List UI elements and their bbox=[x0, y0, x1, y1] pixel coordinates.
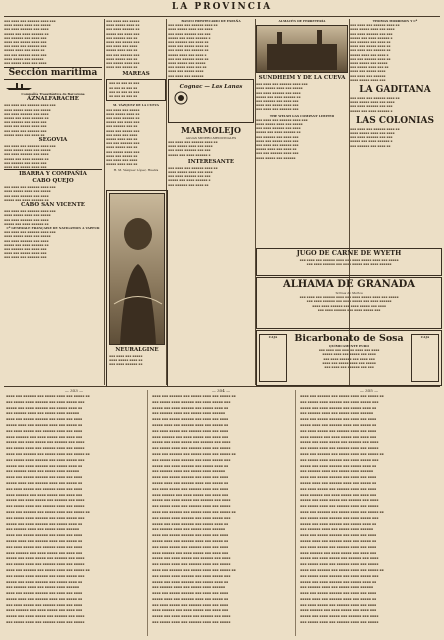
alhama-title: ALHAMA DE GRANADA bbox=[282, 279, 416, 290]
ship-name: CABO QUEJO bbox=[32, 178, 74, 185]
gaditana-title: LA GADITANA bbox=[359, 85, 431, 96]
text-block: ▪▪▪ ▪▪▪▪ ▪▪▪ ▪▪▪▪▪▪ ▪▪▪▪ ▪▪▪ ▪▪▪▪ ▪▪▪▪▪ ▪▪▪▪ ▪▪▪ ▪▪▪▪▪ ▪▪▪ ▪▪▪▪ ▪▪▪▪▪▪ ▪▪▪ ▪▪▪▪ ▪▪▪▪▪ ▪▪▪ ▪▪▪▪ ▪▪▪▪▪▪ ▪▪ ▪▪▪ ▪▪▪▪▪▪ ▪▪▪ ▪▪▪▪ ▪▪▪ ▪▪▪▪ ▪▪▪ ▪▪▪▪▪ ▪▪▪▪ ▪▪▪ ▪▪▪ ▪▪▪▪ ▪▪▪ ▪▪▪▪▪▪ ▪▪▪ ▪▪▪▪▪ ▪▪▪▪ ▪▪▪ ▪▪▪▪ ▪▪ ▪▪▪ ▪▪▪ ▪▪▪▪▪▪ ▪▪▪▪ ▪▪▪ ▪▪▪▪ ▪▪▪▪▪ ▪▪▪ ▪▪▪▪▪▪ ▪▪▪ ▪▪▪▪▪ ▪▪▪▪ ▪▪▪ ▪▪▪▪ bbox=[4, 19, 56, 66]
box-label: CAJA bbox=[420, 335, 430, 339]
footer-credit: H. M. Vázquez López, Huelva bbox=[113, 168, 159, 173]
box-illustration-right bbox=[411, 334, 439, 382]
column-banco bbox=[168, 19, 254, 385]
text-block: ▪▪▪ ▪▪▪▪ ▪▪▪ ▪▪▪▪▪▪ ▪▪▪▪ ▪▪▪ ▪▪▪▪ ▪▪▪▪▪ ▪▪▪▪ ▪▪▪ ▪▪▪▪▪ ▪▪▪ ▪▪▪▪ ▪▪▪▪▪▪ ▪▪▪ ▪▪▪▪ ▪▪▪▪▪ ▪▪▪ ▪▪▪▪ ▪▪▪▪▪▪ ▪▪ ▪▪▪ ▪▪▪▪▪▪ ▪▪▪ ▪▪▪▪ ▪▪▪ ▪▪▪▪ ▪▪▪ ▪▪▪▪▪ ▪▪▪▪ ▪▪▪ ▪▪▪ ▪▪▪▪ ▪▪▪ ▪▪▪▪▪▪ ▪▪▪ bbox=[4, 230, 56, 260]
page-number: — 354 — bbox=[211, 388, 231, 393]
text-block: ▪▪▪ ▪▪▪▪ ▪▪▪ ▪▪▪▪▪▪ ▪▪▪▪ ▪▪ ▪▪▪▪ ▪▪▪▪▪ ▪▪▪▪ ▪▪▪ ▪▪▪▪ ▪▪▪ ▪▪▪▪ ▪▪▪▪▪▪ ▪▪▪ ▪▪▪ ▪▪▪▪▪ ▪▪▪ ▪▪▪▪ ▪▪▪▪▪▪ ▪ ▪▪▪ ▪▪▪▪▪▪ ▪▪▪ ▪▪▪▪ ▪▪ ▪▪▪▪ ▪▪▪ ▪▪▪▪▪ ▪▪▪▪ ▪▪ ▪▪▪ ▪▪▪▪ ▪▪▪ ▪▪▪▪▪▪ ▪▪ ▪▪▪▪▪ ▪▪▪▪ ▪▪▪ ▪▪▪▪ ▪ ▪▪▪ ▪▪▪ ▪▪▪▪▪▪ ▪▪▪▪ ▪▪ ▪▪▪▪ ▪▪▪▪▪ ▪▪▪ ▪▪▪▪▪ ▪▪▪ ▪▪▪▪▪ ▪▪▪▪ ▪▪▪ ▪▪ ▪▪▪▪ ▪▪▪ ▪▪▪▪▪ ▪▪▪▪ ▪▪▪ ▪▪▪▪ ▪▪▪ ▪▪▪▪▪▪ bbox=[168, 23, 218, 78]
text-block: ▪▪▪ ▪▪▪▪ ▪▪▪ ▪▪▪▪▪▪ ▪▪▪▪ ▪▪ ▪▪▪▪ ▪▪▪▪▪ ▪▪▪▪ ▪▪▪ ▪▪▪▪ ▪▪▪ ▪▪▪▪ ▪▪▪▪▪▪ ▪▪▪ ▪▪▪ ▪▪▪▪▪ ▪▪▪ ▪▪▪▪ ▪▪▪▪▪▪ ▪ ▪▪▪ ▪▪▪▪▪▪ ▪▪▪ ▪▪▪▪ ▪▪ bbox=[350, 126, 400, 148]
alhama-ad bbox=[256, 277, 442, 329]
serial-text: ▪▪▪▪ ▪▪▪ ▪▪▪▪▪▪ ▪▪▪ ▪▪▪▪▪ ▪▪▪▪ ▪▪▪ ▪▪▪▪▪ ▪▪ ▪▪▪ ▪▪▪▪▪ ▪▪▪▪ ▪▪▪▪▪▪ ▪▪▪ ▪▪▪▪ ▪▪▪▪▪ ▪▪▪ ▪▪▪▪▪ ▪▪▪ ▪▪▪▪ ▪▪▪▪▪▪ ▪▪▪ ▪▪▪▪▪ ▪▪▪▪ ▪▪ ▪▪▪ ▪▪▪▪▪▪ ▪▪▪▪ ▪▪▪ ▪▪▪▪▪ ▪▪▪▪ ▪▪▪▪▪▪ ▪▪▪▪ ▪▪▪ ▪▪▪▪▪ ▪▪▪▪▪▪ ▪▪▪ ▪▪▪▪ ▪▪▪ ▪▪▪▪ ▪▪▪▪▪ ▪▪▪▪ ▪▪▪ ▪▪▪▪▪▪ ▪▪▪▪ ▪▪▪ ▪▪▪▪▪ ▪▪ ▪▪▪ ▪▪▪▪ ▪▪▪▪▪ ▪▪▪ ▪▪▪▪▪▪ ▪▪▪▪ ▪▪▪ ▪▪▪▪ ▪▪▪▪ ▪▪▪▪▪▪ ▪▪▪ ▪▪▪▪ ▪▪▪▪▪ ▪▪▪ ▪▪▪▪ ▪▪▪ ▪▪▪▪▪ ▪▪▪ ▪▪▪▪ ▪▪▪▪▪ ▪▪▪ ▪▪▪▪▪▪ ▪▪▪ ▪▪▪▪ ▪▪▪ ▪▪▪▪▪ ▪▪▪▪ ▪▪▪ ▪▪▪▪▪▪ ▪▪▪▪ ▪▪▪ ▪▪▪▪▪ ▪▪▪▪ ▪▪▪ ▪▪▪▪▪▪ ▪▪▪ ▪▪▪▪▪ ▪▪▪▪ ▪▪▪ ▪▪▪▪▪ ▪▪ ▪▪▪ ▪▪▪▪▪ ▪▪▪▪ ▪▪▪▪▪▪ ▪▪▪ ▪▪▪▪ ▪▪▪▪▪ ▪▪▪ ▪▪▪▪▪ ▪▪▪ ▪▪▪▪ ▪▪▪▪▪▪ ▪▪▪ ▪▪▪▪▪ ▪▪▪▪ ▪▪ ▪▪▪ ▪▪▪▪▪▪ ▪▪▪▪ ▪▪▪ ▪▪▪▪▪ ▪▪▪▪ ▪▪▪▪▪▪ ▪▪▪▪ ▪▪▪ ▪▪▪▪▪ ▪▪▪▪▪▪ ▪▪▪ ▪▪▪▪ ▪▪▪ ▪▪▪▪ ▪▪▪▪▪ ▪▪▪▪ ▪▪▪ ▪▪▪▪▪▪ ▪▪▪▪ ▪▪▪ ▪▪▪▪▪ ▪▪ ▪▪▪ ▪▪▪▪ ▪▪▪▪▪ ▪▪▪ ▪▪▪▪▪▪ ▪▪▪▪ ▪▪▪ ▪▪▪▪ ▪▪▪▪ ▪▪▪▪▪▪ ▪▪▪ ▪▪▪▪ ▪▪▪▪▪ ▪▪▪ ▪▪▪▪ ▪▪▪ ▪▪▪▪▪ ▪▪▪ ▪▪▪▪ ▪▪▪▪▪ ▪▪▪ ▪▪▪▪▪▪ ▪▪▪ ▪▪▪▪ ▪▪▪ ▪▪▪▪▪ ▪▪▪▪ ▪▪▪ ▪▪▪▪▪▪ ▪▪▪▪ ▪▪▪ ▪▪▪▪▪ ▪▪▪▪ ▪▪▪ ▪▪▪▪▪▪ ▪▪▪ ▪▪▪▪▪ ▪▪▪▪ ▪▪▪ ▪▪▪▪▪ ▪▪ ▪▪▪ ▪▪▪▪▪ ▪▪▪▪ ▪▪▪▪▪▪ ▪▪▪ ▪▪▪▪ ▪▪▪▪▪ ▪▪▪ ▪▪▪▪▪ ▪▪▪ ▪▪▪▪ ▪▪▪▪▪▪ ▪▪▪ ▪▪▪▪▪ ▪▪▪▪ ▪▪ ▪▪▪ ▪▪▪▪▪▪ ▪▪▪▪ ▪▪▪ ▪▪▪▪▪ ▪▪▪▪ ▪▪▪▪▪▪ ▪▪▪▪ ▪▪▪ ▪▪▪▪▪ ▪▪▪▪▪▪ ▪▪▪ ▪▪▪▪ ▪▪▪ ▪▪▪▪ ▪▪▪▪▪ ▪▪▪▪ ▪▪▪ ▪▪▪▪▪▪ ▪▪▪▪ ▪▪▪ ▪▪▪▪▪ ▪▪ ▪▪▪ ▪▪▪▪ ▪▪▪▪▪ ▪▪▪ ▪▪▪▪▪▪ ▪▪▪▪ ▪▪▪ ▪▪▪▪ ▪▪▪▪ ▪▪▪▪▪▪ ▪▪▪ ▪▪▪▪ ▪▪▪▪▪ ▪▪▪ ▪▪▪▪ ▪▪▪ ▪▪▪▪▪ ▪▪▪ ▪▪▪▪ ▪▪▪▪▪ ▪▪▪ ▪▪▪▪▪▪ ▪▪▪ ▪▪▪▪ ▪▪▪ ▪▪▪▪▪ ▪▪▪▪ ▪▪▪ ▪▪▪▪▪▪ ▪▪▪▪ ▪▪▪ ▪▪▪▪▪ ▪▪▪▪ ▪▪▪ ▪▪▪▪▪▪ ▪▪▪ ▪▪▪▪▪ ▪▪▪▪ ▪▪▪ ▪▪▪▪▪ ▪▪ ▪▪▪ ▪▪▪▪▪ ▪▪▪▪ ▪▪▪▪▪▪ ▪▪▪ ▪▪▪▪ ▪▪▪▪▪ ▪▪▪ ▪▪▪▪▪ ▪▪▪ ▪▪▪▪ ▪▪▪▪▪▪ ▪▪▪ ▪▪▪▪▪ ▪▪▪▪ ▪▪ ▪▪▪ ▪▪▪▪▪▪ ▪▪▪▪ ▪▪▪ ▪▪▪▪▪ ▪▪▪▪ ▪▪▪▪▪▪ ▪▪▪▪ ▪▪▪ ▪▪▪▪▪ ▪▪▪▪▪▪ ▪▪▪ ▪▪▪▪ ▪▪▪ ▪▪▪▪ ▪▪▪▪▪ ▪▪▪▪ ▪▪▪ ▪▪▪▪▪▪ ▪▪▪▪ ▪▪▪ ▪▪▪▪▪ ▪▪ ▪▪▪ ▪▪▪▪ ▪▪▪▪▪ ▪▪▪ ▪▪▪▪▪▪ ▪▪▪▪ ▪▪▪ ▪▪▪▪ ▪▪▪▪ ▪▪▪▪▪▪ ▪▪▪ ▪▪▪▪ ▪▪▪▪▪ ▪▪▪ ▪▪▪▪ ▪▪▪ ▪▪▪▪▪ ▪▪▪ ▪▪▪▪ ▪▪▪▪▪ ▪▪▪ ▪▪▪▪▪▪ ▪▪▪ ▪▪▪▪ ▪▪▪ ▪▪▪▪▪ ▪▪▪▪ ▪▪▪ ▪▪▪▪▪▪ ▪▪▪▪ ▪▪▪ ▪▪▪▪▪ bbox=[152, 394, 236, 625]
wyeth-title: JUGO DE CARNE DE WYETH bbox=[296, 249, 402, 257]
text-block: ▪▪▪ ▪▪▪▪ ▪▪▪ ▪▪▪▪▪▪ ▪▪▪▪ ▪▪▪ ▪▪▪▪ ▪▪▪▪▪ ▪▪▪▪ ▪▪▪ ▪▪▪▪▪ ▪▪▪ ▪▪▪▪ ▪▪▪▪▪▪ ▪▪▪ ▪▪▪▪ ▪▪▪▪▪ ▪▪▪ ▪▪▪▪ ▪▪▪▪▪▪ ▪▪ ▪▪▪ ▪▪▪▪▪▪ ▪▪▪ ▪▪▪▪ ▪▪▪ ▪▪▪▪ ▪▪▪ ▪▪▪▪▪ ▪▪▪▪ ▪▪▪ ▪▪▪ ▪▪▪▪ ▪▪▪ ▪▪▪▪▪▪ ▪▪▪ bbox=[256, 82, 308, 112]
text-block: ▪▪▪ ▪▪▪▪ ▪▪▪ ▪▪▪▪▪▪ ▪▪▪▪ ▪▪▪ ▪▪▪▪ ▪▪▪▪▪ ▪▪▪▪ ▪▪▪ ▪▪▪▪▪ ▪▪▪ ▪▪▪▪ ▪▪▪▪▪▪ ▪▪▪ ▪▪▪▪ ▪▪▪▪▪ ▪▪▪ ▪▪▪▪ ▪▪▪▪▪▪ ▪▪ bbox=[4, 185, 56, 202]
text-block: ▪▪▪ ▪▪▪▪ ▪▪▪ ▪▪▪▪▪▪ ▪▪▪▪ ▪▪ ▪▪▪▪ ▪▪▪▪▪ ▪▪▪▪ ▪▪▪ ▪▪▪▪ ▪▪▪ ▪▪▪▪ ▪▪▪▪▪▪ ▪▪▪ ▪▪▪ ▪▪▪▪▪ ▪▪▪ ▪▪▪▪ ▪▪▪▪▪▪ ▪ bbox=[350, 96, 400, 113]
gas-company-title: THE WELSH GAS COMPANY LIMITED bbox=[269, 113, 335, 118]
serial-text: ▪▪▪▪ ▪▪▪ ▪▪▪▪▪▪ ▪▪▪ ▪▪▪▪▪ ▪▪▪▪ ▪▪▪ ▪▪▪▪▪ ▪▪ ▪▪▪ ▪▪▪▪▪ ▪▪▪▪ ▪▪▪▪▪▪ ▪▪▪ ▪▪▪▪ ▪▪▪▪▪ ▪▪▪ ▪▪▪▪▪ ▪▪▪ ▪▪▪▪ ▪▪▪▪▪▪ ▪▪▪ ▪▪▪▪▪ ▪▪▪▪ ▪▪ ▪▪▪ ▪▪▪▪▪▪ ▪▪▪▪ ▪▪▪ ▪▪▪▪▪ ▪▪▪▪ ▪▪▪▪▪▪ ▪▪▪▪ ▪▪▪ ▪▪▪▪▪ ▪▪▪▪▪▪ ▪▪▪ ▪▪▪▪ ▪▪▪ ▪▪▪▪ ▪▪▪▪▪ ▪▪▪▪ ▪▪▪ ▪▪▪▪▪▪ ▪▪▪▪ ▪▪▪ ▪▪▪▪▪ ▪▪ ▪▪▪ ▪▪▪▪ ▪▪▪▪▪ ▪▪▪ ▪▪▪▪▪▪ ▪▪▪▪ ▪▪▪ ▪▪▪▪ ▪▪▪▪ ▪▪▪▪▪▪ ▪▪▪ ▪▪▪▪ ▪▪▪▪▪ ▪▪▪ ▪▪▪▪ ▪▪▪ ▪▪▪▪▪ ▪▪▪ ▪▪▪▪ ▪▪▪▪▪ ▪▪▪ ▪▪▪▪▪▪ ▪▪▪ ▪▪▪▪ ▪▪▪ ▪▪▪▪▪ ▪▪▪▪ ▪▪▪ ▪▪▪▪▪▪ ▪▪▪▪ ▪▪▪ ▪▪▪▪▪ ▪▪▪▪ ▪▪▪ ▪▪▪▪▪▪ ▪▪▪ ▪▪▪▪▪ ▪▪▪▪ ▪▪▪ ▪▪▪▪▪ ▪▪ ▪▪▪ ▪▪▪▪▪ ▪▪▪▪ ▪▪▪▪▪▪ ▪▪▪ ▪▪▪▪ ▪▪▪▪▪ ▪▪▪ ▪▪▪▪▪ ▪▪▪ ▪▪▪▪ ▪▪▪▪▪▪ ▪▪▪ ▪▪▪▪▪ ▪▪▪▪ ▪▪ ▪▪▪ ▪▪▪▪▪▪ ▪▪▪▪ ▪▪▪ ▪▪▪▪▪ ▪▪▪▪ ▪▪▪▪▪▪ ▪▪▪▪ ▪▪▪ ▪▪▪▪▪ ▪▪▪▪▪▪ ▪▪▪ ▪▪▪▪ ▪▪▪ ▪▪▪▪ ▪▪▪▪▪ ▪▪▪▪ ▪▪▪ ▪▪▪▪▪▪ ▪▪▪▪ ▪▪▪ ▪▪▪▪▪ ▪▪ ▪▪▪ ▪▪▪▪ ▪▪▪▪▪ ▪▪▪ ▪▪▪▪▪▪ ▪▪▪▪ ▪▪▪ ▪▪▪▪ ▪▪▪▪ ▪▪▪▪▪▪ ▪▪▪ ▪▪▪▪ ▪▪▪▪▪ ▪▪▪ ▪▪▪▪ ▪▪▪ ▪▪▪▪▪ ▪▪▪ ▪▪▪▪ ▪▪▪▪▪ ▪▪▪ ▪▪▪▪▪▪ ▪▪▪ ▪▪▪▪ ▪▪▪ ▪▪▪▪▪ ▪▪▪▪ ▪▪▪ ▪▪▪▪▪▪ ▪▪▪▪ ▪▪▪ ▪▪▪▪▪ ▪▪▪▪ ▪▪▪ ▪▪▪▪▪▪ ▪▪▪ ▪▪▪▪▪ ▪▪▪▪ ▪▪▪ ▪▪▪▪▪ ▪▪ ▪▪▪ ▪▪▪▪▪ ▪▪▪▪ ▪▪▪▪▪▪ ▪▪▪ ▪▪▪▪ ▪▪▪▪▪ ▪▪▪ ▪▪▪▪▪ ▪▪▪ ▪▪▪▪ ▪▪▪▪▪▪ ▪▪▪ ▪▪▪▪▪ ▪▪▪▪ ▪▪ ▪▪▪ ▪▪▪▪▪▪ ▪▪▪▪ ▪▪▪ ▪▪▪▪▪ ▪▪▪▪ ▪▪▪▪▪▪ ▪▪▪▪ ▪▪▪ ▪▪▪▪▪ ▪▪▪▪▪▪ ▪▪▪ ▪▪▪▪ ▪▪▪ ▪▪▪▪ ▪▪▪▪▪ ▪▪▪▪ ▪▪▪ ▪▪▪▪▪▪ ▪▪▪▪ ▪▪▪ ▪▪▪▪▪ ▪▪ ▪▪▪ ▪▪▪▪ ▪▪▪▪▪ ▪▪▪ ▪▪▪▪▪▪ ▪▪▪▪ ▪▪▪ ▪▪▪▪ ▪▪▪▪ ▪▪▪▪▪▪ ▪▪▪ ▪▪▪▪ ▪▪▪▪▪ ▪▪▪ ▪▪▪▪ ▪▪▪ ▪▪▪▪▪ ▪▪▪ ▪▪▪▪ ▪▪▪▪▪ ▪▪▪ ▪▪▪▪▪▪ ▪▪▪ ▪▪▪▪ ▪▪▪ ▪▪▪▪▪ ▪▪▪▪ ▪▪▪ ▪▪▪▪▪▪ ▪▪▪▪ ▪▪▪ ▪▪▪▪▪ ▪▪▪▪ ▪▪▪ ▪▪▪▪▪▪ ▪▪▪ ▪▪▪▪▪ ▪▪▪▪ ▪▪▪ ▪▪▪▪▪ ▪▪ ▪▪▪ ▪▪▪▪▪ ▪▪▪▪ ▪▪▪▪▪▪ ▪▪▪ ▪▪▪▪ ▪▪▪▪▪ ▪▪▪ ▪▪▪▪▪ ▪▪▪ ▪▪▪▪ ▪▪▪▪▪▪ ▪▪▪ ▪▪▪▪▪ ▪▪▪▪ ▪▪ ▪▪▪ ▪▪▪▪▪▪ ▪▪▪▪ ▪▪▪ ▪▪▪▪▪ ▪▪▪▪ ▪▪▪▪▪▪ ▪▪▪▪ ▪▪▪ ▪▪▪▪▪ ▪▪▪▪▪▪ ▪▪▪ ▪▪▪▪ ▪▪▪ ▪▪▪▪ ▪▪▪▪▪ ▪▪▪▪ ▪▪▪ ▪▪▪▪▪▪ ▪▪▪▪ ▪▪▪ ▪▪▪▪▪ ▪▪ ▪▪▪ ▪▪▪▪ ▪▪▪▪▪ ▪▪▪ ▪▪▪▪▪▪ ▪▪▪▪ ▪▪▪ ▪▪▪▪ ▪▪▪▪ ▪▪▪▪▪▪ ▪▪▪ ▪▪▪▪ ▪▪▪▪▪ ▪▪▪ ▪▪▪▪ ▪▪▪ ▪▪▪▪▪ ▪▪▪ ▪▪▪▪ ▪▪▪▪▪ ▪▪▪ ▪▪▪▪▪▪ ▪▪▪ ▪▪▪▪ ▪▪▪ ▪▪▪▪▪ ▪▪▪▪ ▪▪▪ ▪▪▪▪▪▪ ▪▪▪▪ ▪▪▪ ▪▪▪▪▪ bbox=[300, 394, 384, 625]
emblem-icon bbox=[171, 91, 251, 105]
text-block: ▪▪▪ ▪▪▪▪ ▪▪▪ ▪▪▪▪▪▪ ▪▪▪▪ ▪▪▪ ▪▪▪▪ ▪▪▪▪▪ ▪▪▪▪ ▪▪▪ ▪▪▪▪▪ ▪▪▪ ▪▪▪▪ ▪▪▪▪▪▪ ▪▪▪ ▪▪▪▪ ▪▪▪▪▪ ▪▪▪ ▪▪▪▪ ▪▪▪▪▪▪ bbox=[299, 258, 399, 267]
page-gutter bbox=[295, 390, 296, 636]
column-maritime bbox=[4, 19, 102, 385]
bicarbonato-ad bbox=[256, 330, 442, 386]
neuralgine-ad bbox=[106, 190, 168, 387]
text-block: ▪▪▪ ▪▪▪▪ ▪▪▪ ▪▪▪▪▪▪ ▪▪▪▪ ▪▪ ▪▪▪▪ ▪▪▪▪▪ ▪▪▪▪ ▪▪▪ ▪▪▪▪ ▪▪▪ ▪▪▪▪ ▪▪▪▪▪▪ ▪▪▪ ▪▪▪ ▪▪▪▪▪ ▪▪▪ ▪▪▪▪ ▪▪▪▪▪▪ ▪ ▪▪▪ ▪▪▪▪▪▪ ▪▪▪ ▪▪▪▪ ▪▪ bbox=[168, 165, 218, 187]
text-block: ▪▪▪ ▪▪▪▪ ▪▪▪ ▪▪▪▪▪▪ ▪▪▪▪ ▪▪▪ ▪▪▪▪ ▪▪▪▪▪ ▪▪▪▪ ▪▪▪ ▪▪▪▪▪ ▪▪▪ ▪▪▪▪ ▪▪▪▪▪▪ ▪▪▪ ▪▪▪▪ ▪▪▪▪▪ ▪▪▪ ▪▪▪▪ ▪▪▪▪▪▪ ▪▪ ▪▪▪ ▪▪▪▪▪▪ ▪▪▪ ▪▪▪▪ ▪▪▪ ▪▪▪▪ ▪▪▪ ▪▪▪▪▪ ▪▪▪▪ ▪▪▪ bbox=[4, 144, 56, 170]
wyeth-ad bbox=[256, 248, 442, 276]
company-name: M. VÁZQUEZ DE LA CUEVA bbox=[113, 103, 159, 108]
serial-text: ▪▪▪▪ ▪▪▪ ▪▪▪▪▪▪ ▪▪▪ ▪▪▪▪▪ ▪▪▪▪ ▪▪▪ ▪▪▪▪▪ ▪▪ ▪▪▪ ▪▪▪▪▪ ▪▪▪▪ ▪▪▪▪▪▪ ▪▪▪ ▪▪▪▪ ▪▪▪▪▪ ▪▪▪ ▪▪▪▪▪ ▪▪▪ ▪▪▪▪ ▪▪▪▪▪▪ ▪▪▪ ▪▪▪▪▪ ▪▪▪▪ ▪▪ ▪▪▪ ▪▪▪▪▪▪ ▪▪▪▪ ▪▪▪ ▪▪▪▪▪ ▪▪▪▪ ▪▪▪▪▪▪ ▪▪▪▪ ▪▪▪ ▪▪▪▪▪ ▪▪▪▪▪▪ ▪▪▪ ▪▪▪▪ ▪▪▪ ▪▪▪▪ ▪▪▪▪▪ ▪▪▪▪ ▪▪▪ ▪▪▪▪▪▪ ▪▪▪▪ ▪▪▪ ▪▪▪▪▪ ▪▪ ▪▪▪ ▪▪▪▪ ▪▪▪▪▪ ▪▪▪ ▪▪▪▪▪▪ ▪▪▪▪ ▪▪▪ ▪▪▪▪ ▪▪▪▪ ▪▪▪▪▪▪ ▪▪▪ ▪▪▪▪ ▪▪▪▪▪ ▪▪▪ ▪▪▪▪ ▪▪▪ ▪▪▪▪▪ ▪▪▪ ▪▪▪▪ ▪▪▪▪▪ ▪▪▪ ▪▪▪▪▪▪ ▪▪▪ ▪▪▪▪ ▪▪▪ ▪▪▪▪▪ ▪▪▪▪ ▪▪▪ ▪▪▪▪▪▪ ▪▪▪▪ ▪▪▪ ▪▪▪▪▪ ▪▪▪▪ ▪▪▪ ▪▪▪▪▪▪ ▪▪▪ ▪▪▪▪▪ ▪▪▪▪ ▪▪▪ ▪▪▪▪▪ ▪▪ ▪▪▪ ▪▪▪▪▪ ▪▪▪▪ ▪▪▪▪▪▪ ▪▪▪ ▪▪▪▪ ▪▪▪▪▪ ▪▪▪ ▪▪▪▪▪ ▪▪▪ ▪▪▪▪ ▪▪▪▪▪▪ ▪▪▪ ▪▪▪▪▪ ▪▪▪▪ ▪▪ ▪▪▪ ▪▪▪▪▪▪ ▪▪▪▪ ▪▪▪ ▪▪▪▪▪ ▪▪▪▪ ▪▪▪▪▪▪ ▪▪▪▪ ▪▪▪ ▪▪▪▪▪ ▪▪▪▪▪▪ ▪▪▪ ▪▪▪▪ ▪▪▪ ▪▪▪▪ ▪▪▪▪▪ ▪▪▪▪ ▪▪▪ ▪▪▪▪▪▪ ▪▪▪▪ ▪▪▪ ▪▪▪▪▪ ▪▪ ▪▪▪ ▪▪▪▪ ▪▪▪▪▪ ▪▪▪ ▪▪▪▪▪▪ ▪▪▪▪ ▪▪▪ ▪▪▪▪ ▪▪▪▪ ▪▪▪▪▪▪ ▪▪▪ ▪▪▪▪ ▪▪▪▪▪ ▪▪▪ ▪▪▪▪ ▪▪▪ ▪▪▪▪▪ ▪▪▪ ▪▪▪▪ ▪▪▪▪▪ ▪▪▪ ▪▪▪▪▪▪ ▪▪▪ ▪▪▪▪ ▪▪▪ ▪▪▪▪▪ ▪▪▪▪ ▪▪▪ ▪▪▪▪▪▪ ▪▪▪▪ ▪▪▪ ▪▪▪▪▪ ▪▪▪▪ ▪▪▪ ▪▪▪▪▪▪ ▪▪▪ ▪▪▪▪▪ ▪▪▪▪ ▪▪▪ ▪▪▪▪▪ ▪▪ ▪▪▪ ▪▪▪▪▪ ▪▪▪▪ ▪▪▪▪▪▪ ▪▪▪ ▪▪▪▪ ▪▪▪▪▪ ▪▪▪ ▪▪▪▪▪ ▪▪▪ ▪▪▪▪ ▪▪▪▪▪▪ ▪▪▪ ▪▪▪▪▪ ▪▪▪▪ ▪▪ ▪▪▪ ▪▪▪▪▪▪ ▪▪▪▪ ▪▪▪ ▪▪▪▪▪ ▪▪▪▪ ▪▪▪▪▪▪ ▪▪▪▪ ▪▪▪ ▪▪▪▪▪ ▪▪▪▪▪▪ ▪▪▪ ▪▪▪▪ ▪▪▪ ▪▪▪▪ ▪▪▪▪▪ ▪▪▪▪ ▪▪▪ ▪▪▪▪▪▪ ▪▪▪▪ ▪▪▪ ▪▪▪▪▪ ▪▪ ▪▪▪ ▪▪▪▪ ▪▪▪▪▪ ▪▪▪ ▪▪▪▪▪▪ ▪▪▪▪ ▪▪▪ ▪▪▪▪ ▪▪▪▪ ▪▪▪▪▪▪ ▪▪▪ ▪▪▪▪ ▪▪▪▪▪ ▪▪▪ ▪▪▪▪ ▪▪▪ ▪▪▪▪▪ ▪▪▪ ▪▪▪▪ ▪▪▪▪▪ ▪▪▪ ▪▪▪▪▪▪ ▪▪▪ ▪▪▪▪ ▪▪▪ ▪▪▪▪▪ ▪▪▪▪ ▪▪▪ ▪▪▪▪▪▪ ▪▪▪▪ ▪▪▪ ▪▪▪▪▪ ▪▪▪▪ ▪▪▪ ▪▪▪▪▪▪ ▪▪▪ ▪▪▪▪▪ ▪▪▪▪ ▪▪▪ ▪▪▪▪▪ ▪▪ ▪▪▪ ▪▪▪▪▪ ▪▪▪▪ ▪▪▪▪▪▪ ▪▪▪ ▪▪▪▪ ▪▪▪▪▪ ▪▪▪ ▪▪▪▪▪ ▪▪▪ ▪▪▪▪ ▪▪▪▪▪▪ ▪▪▪ ▪▪▪▪▪ ▪▪▪▪ ▪▪ ▪▪▪ ▪▪▪▪▪▪ ▪▪▪▪ ▪▪▪ ▪▪▪▪▪ ▪▪▪▪ ▪▪▪▪▪▪ ▪▪▪▪ ▪▪▪ ▪▪▪▪▪ ▪▪▪▪▪▪ ▪▪▪ ▪▪▪▪ ▪▪▪ ▪▪▪▪ ▪▪▪▪▪ ▪▪▪▪ ▪▪▪ ▪▪▪▪▪▪ ▪▪▪▪ ▪▪▪ ▪▪▪▪▪ ▪▪ ▪▪▪ ▪▪▪▪ ▪▪▪▪▪ ▪▪▪ ▪▪▪▪▪▪ ▪▪▪▪ ▪▪▪ ▪▪▪▪ ▪▪▪▪ ▪▪▪▪▪▪ ▪▪▪ ▪▪▪▪ ▪▪▪▪▪ ▪▪▪ ▪▪▪▪ ▪▪▪ ▪▪▪▪▪ ▪▪▪ ▪▪▪▪ ▪▪▪▪▪ ▪▪▪ ▪▪▪▪▪▪ ▪▪▪ ▪▪▪▪ ▪▪▪ ▪▪▪▪▪ ▪▪▪▪ ▪▪▪ ▪▪▪▪▪▪ ▪▪▪▪ ▪▪▪ ▪▪▪▪▪ bbox=[6, 394, 90, 625]
text-block: ▪▪▪ ▪▪▪▪ ▪▪▪ ▪▪▪▪▪▪ ▪▪▪▪ ▪▪▪ ▪▪▪▪ ▪▪▪▪▪ ▪▪▪▪ ▪▪▪ ▪▪▪▪▪ ▪▪▪ ▪▪▪▪ ▪▪▪▪▪▪ ▪▪▪ ▪▪▪▪ ▪▪▪▪▪ ▪▪▪ ▪▪▪▪ ▪▪▪▪▪▪ ▪▪▪▪ ▪▪▪▪ ▪▪▪▪▪▪ ▪▪▪ ▪▪▪▪ ▪▪▪▪▪ ▪▪▪ ▪▪▪▪ ▪▪▪ ▪▪▪▪ ▪▪▪▪▪▪ ▪▪▪ ▪▪▪▪ ▪▪▪▪▪ ▪▪▪ bbox=[299, 295, 399, 312]
text-block: ▪▪▪ ▪▪▪▪ ▪▪▪ ▪▪▪▪▪▪ ▪▪▪▪ ▪▪ ▪▪▪▪ ▪▪▪▪▪ ▪▪▪▪ ▪▪▪ ▪▪▪▪ ▪▪▪ ▪▪▪▪ ▪▪▪▪▪▪ ▪▪▪ ▪▪▪ ▪▪▪▪▪ ▪▪▪ ▪▪▪▪ ▪▪▪▪▪▪ ▪ ▪▪▪ ▪▪▪▪▪▪ ▪▪▪ ▪▪▪▪ ▪▪ ▪▪▪▪ ▪▪▪ ▪▪▪▪▪ ▪▪▪▪ ▪▪ ▪▪▪ ▪▪▪▪ ▪▪▪ ▪▪▪▪▪▪ ▪▪ ▪▪▪▪▪ ▪▪▪▪ ▪▪▪ ▪▪▪▪ ▪ ▪▪▪ ▪▪▪ ▪▪▪▪▪▪ ▪▪▪▪ ▪▪ ▪▪▪▪ ▪▪▪▪▪ ▪▪▪ ▪▪▪▪▪ ▪▪▪ ▪▪▪▪▪ ▪▪▪▪ ▪▪▪ ▪▪ ▪▪▪▪ ▪▪▪ ▪▪▪▪▪ ▪▪▪▪ ▪▪▪ ▪▪▪▪ ▪▪▪ ▪▪▪▪▪▪ ▪▪▪▪ ▪▪▪▪▪ ▪▪▪▪ ▪▪▪ bbox=[350, 23, 400, 82]
text-block: ▪▪▪ ▪▪▪▪ ▪▪▪ ▪▪▪▪▪▪ ▪▪▪▪ ▪▪▪ ▪▪▪▪ ▪▪▪▪▪ ▪▪▪▪ ▪▪▪ ▪▪▪▪▪ ▪▪▪ ▪▪▪▪ ▪▪▪▪▪▪ ▪▪▪ ▪▪▪▪ ▪▪▪▪▪ ▪▪▪ ▪▪▪▪ ▪▪▪▪▪▪ ▪▪ ▪▪▪ ▪▪▪▪▪▪ ▪▪▪ ▪▪▪▪ ▪▪▪ ▪▪▪▪ ▪▪▪ ▪▪▪▪▪ ▪▪▪▪ ▪▪▪ ▪▪▪ ▪▪▪▪ ▪▪▪ ▪▪▪▪▪▪ ▪▪▪ ▪▪▪▪▪ ▪▪▪▪ ▪▪▪ ▪▪▪▪ ▪▪ bbox=[4, 103, 56, 137]
factory-illustration bbox=[256, 25, 348, 73]
masthead-title: LA PROVINCIA bbox=[171, 2, 273, 12]
company-name: Cª GENERALE FRANÇAISE DE NAVIGATION A VAPEUR bbox=[6, 225, 100, 230]
marmolejo-title: MARMOLEJO bbox=[180, 124, 241, 135]
company-name: IBARRA Y COMPAÑÍA bbox=[4, 169, 102, 178]
heading-hardware: ALMACÉN DE FERRETERÍA bbox=[278, 19, 326, 23]
alhama-subtitle: Termas de Martos bbox=[335, 291, 363, 295]
ship-name: CABO SAN VICENTE bbox=[20, 202, 85, 209]
text-block: ▪▪▪ ▪▪▪▪ ▪▪▪ ▪▪▪▪▪ ▪▪▪▪ ▪▪▪▪▪ ▪▪▪▪ ▪▪ ▪▪▪ ▪▪▪▪ ▪▪▪▪▪▪ ▪▪ ▪▪▪▪▪ ▪▪▪ ▪▪▪▪ ▪▪▪ ▪▪▪ ▪▪▪▪▪▪ ▪▪▪ ▪▪ ▪▪▪▪ ▪▪▪ ▪▪▪▪▪ ▪▪▪ ▪▪▪ ▪▪▪▪ ▪▪▪ ▪▪▪▪ ▪▪▪▪▪ ▪▪▪▪ ▪▪▪ ▪▪ ▪▪▪ ▪▪▪ ▪▪▪▪▪▪ ▪▪▪ ▪▪▪▪ ▪▪▪▪▪ ▪▪▪ ▪▪ ▪▪▪ ▪▪▪▪▪ ▪▪▪▪ ▪▪▪ ▪▪▪▪ ▪▪▪ ▪▪▪▪▪ ▪▪ ▪▪▪ ▪▪▪▪ ▪▪▪ ▪▪▪▪ ▪▪▪▪▪ ▪▪▪▪ ▪▪▪ ▪▪ bbox=[106, 107, 140, 167]
text-block: ▪▪▪ ▪▪▪▪ ▪▪▪ ▪▪▪▪▪▪ ▪▪▪▪ ▪▪▪ ▪▪▪▪ ▪▪▪▪▪ ▪▪▪▪ ▪▪▪ ▪▪▪▪▪ ▪▪▪ ▪▪▪▪ ▪▪▪ ▪▪▪▪ ▪▪▪▪▪▪ ▪▪▪ ▪▪▪▪ ▪▪▪ ▪▪▪▪ ▪▪▪ ▪▪▪▪▪ ▪▪▪▪ ▪▪▪ ▪▪▪▪▪ ▪▪▪ ▪▪▪▪ ▪▪▪ ▪▪▪▪▪▪ ▪▪▪ ▪▪▪ bbox=[318, 348, 380, 370]
neuralgine-illustration bbox=[109, 193, 165, 345]
serial-page-right bbox=[300, 388, 438, 638]
heading-mareas: MAREAS bbox=[122, 71, 150, 78]
ship-name: SEGOVIA bbox=[38, 137, 68, 144]
serial-page-middle bbox=[152, 388, 290, 638]
text-block: ▪▪▪ ▪▪▪▪ ▪▪▪ ▪▪▪▪▪ ▪▪▪▪ ▪▪▪▪▪ ▪▪▪▪ ▪▪ ▪▪▪ ▪▪▪▪ ▪▪▪▪▪▪ ▪▪ bbox=[109, 354, 143, 367]
morrison-title: THOMAS MORRISON Y Cª bbox=[372, 19, 418, 23]
marmolejo-subtitle: AGUAS MINERO-MEDICINALES bbox=[185, 135, 237, 140]
masthead-rule bbox=[4, 16, 440, 17]
company-name: Compañía Trasatlántica de Barcelona bbox=[21, 92, 85, 97]
section-divider bbox=[4, 386, 440, 387]
ship-icon bbox=[4, 82, 102, 90]
sundheim-title: SUNDHEIM Y DE LA CUEVA bbox=[258, 75, 346, 82]
cognac-title: Cognac — Las Lanas bbox=[179, 83, 243, 90]
text-block: ▪▪▪ ▪▪▪▪ ▪▪▪ ▪▪▪▪▪▪ ▪▪▪▪ ▪▪ ▪▪▪▪ ▪▪▪▪▪ ▪▪▪▪ ▪▪▪ ▪▪▪▪ ▪▪▪ ▪▪▪▪ ▪▪▪▪▪▪ ▪▪▪ ▪▪▪ ▪▪▪▪▪ ▪▪▪ ▪▪▪▪ ▪▪▪▪▪▪ ▪ bbox=[168, 140, 218, 157]
cognac-ad bbox=[168, 79, 254, 123]
interesante-title: INTERESANTE bbox=[187, 158, 235, 165]
bicarbonato-title: Bicarbonato de Sosa bbox=[294, 333, 404, 344]
text-block: ▪▪▪ ▪▪▪▪ ▪▪▪ ▪▪▪▪▪▪ ▪▪▪▪ ▪▪▪ ▪▪▪▪ ▪▪▪▪▪ ▪▪▪▪ ▪▪▪ ▪▪▪▪▪ ▪▪▪ ▪▪▪▪ ▪▪▪▪▪▪ ▪▪▪ ▪▪▪▪ ▪▪▪▪▪ ▪▪▪ ▪▪▪▪ ▪▪▪▪▪▪ ▪▪ bbox=[4, 209, 56, 226]
column-rule bbox=[104, 19, 105, 385]
box-label: CAJA bbox=[268, 335, 278, 339]
colonias-title: LAS COLONIAS bbox=[355, 115, 435, 126]
text-block: ▪▪▪ ▪▪▪▪ ▪▪▪ ▪▪▪▪▪▪ ▪▪▪▪ ▪▪▪ ▪▪▪▪ ▪▪▪▪▪ ▪▪▪▪ ▪▪▪ ▪▪▪▪▪ ▪▪▪ ▪▪▪▪ ▪▪▪▪▪▪ ▪▪▪ ▪▪▪▪ ▪▪▪▪▪ ▪▪▪ ▪▪▪▪ ▪▪▪▪▪▪ ▪▪ ▪▪▪ ▪▪▪▪▪▪ ▪▪▪ ▪▪▪▪ ▪▪▪ ▪▪▪▪ ▪▪▪ ▪▪▪▪▪ ▪▪▪▪ ▪▪▪ ▪▪▪ ▪▪▪▪ ▪▪▪ ▪▪▪▪▪▪ ▪▪▪ ▪▪▪▪▪ ▪▪▪▪ ▪▪▪ ▪▪▪▪ ▪▪ ▪▪▪ ▪▪▪ ▪▪▪▪▪▪ ▪▪▪▪ ▪▪▪ ▪▪▪▪ ▪▪▪▪▪ ▪▪▪ ▪▪▪▪▪▪ bbox=[256, 117, 308, 160]
page-number: — 353 — bbox=[64, 388, 84, 393]
tides-table: ▪▪▪ ▪▪ ▪▪▪ ▪▪ ▪▪▪ ▪▪ ▪▪▪ ▪▪ ▪▪▪ ▪▪ ▪▪▪ ▪▪ ▪▪▪ ▪▪ ▪▪▪ ▪▪ ▪▪▪ ▪▪ ▪▪▪ ▪▪ bbox=[106, 79, 166, 101]
text-block: ▪▪▪ ▪▪▪▪ ▪▪▪ ▪▪▪▪▪ ▪▪▪▪ ▪▪▪▪▪ ▪▪▪▪ ▪▪ ▪▪▪ ▪▪▪▪ ▪▪▪▪▪▪ ▪▪ ▪▪▪▪▪ ▪▪▪ ▪▪▪▪ ▪▪▪ ▪▪▪ ▪▪▪▪▪▪ ▪▪▪ ▪▪ ▪▪▪▪ ▪▪▪ ▪▪▪▪▪ ▪▪▪ ▪▪▪ ▪▪▪▪ ▪▪▪ ▪▪▪▪ ▪▪▪▪▪ ▪▪▪▪ ▪▪▪ ▪▪ ▪▪▪ ▪▪▪ ▪▪▪▪▪▪ ▪▪▪ ▪▪▪▪ ▪▪▪▪▪ ▪▪▪ ▪▪ ▪▪▪ ▪▪▪▪▪ ▪▪▪▪ ▪▪▪ ▪▪▪▪ ▪▪▪ ▪▪▪▪▪ ▪▪ bbox=[106, 19, 140, 70]
bicarbonato-subtitle: QUÍMICAMENTE PURO bbox=[329, 344, 369, 348]
serial-page-left bbox=[6, 388, 142, 638]
neuralgine-title: NEURALGINE bbox=[115, 347, 159, 353]
page-number: — 355 — bbox=[359, 388, 379, 393]
page-gutter bbox=[147, 390, 148, 636]
ship-name: AZNALFARACHE bbox=[27, 96, 79, 103]
heading-maritime: Sección marítima bbox=[4, 67, 102, 80]
box-illustration-left bbox=[259, 334, 287, 382]
heading-banco: BANCO HIPOTECARIO DE ESPAÑA bbox=[181, 19, 241, 23]
